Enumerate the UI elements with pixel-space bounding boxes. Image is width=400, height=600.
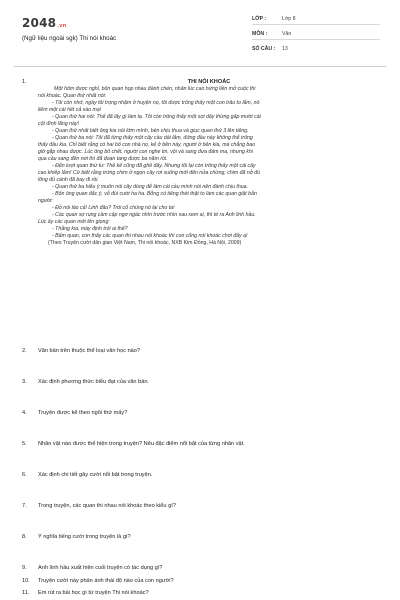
- story-line: - Quan thứ ba nói: Tôi đã từng thấy một cây cầu dài lắm, đứng đầu này không thể trông: [52, 135, 253, 141]
- meta-subject-key: MÔN :: [252, 31, 268, 37]
- question-text: Nhân vật nào được thể hiện trong truyện? Nêu đặc điểm nổi bật của từng nhân vật.: [38, 441, 245, 447]
- story-line: Một hôm được nghỉ, bốn quan họp nhau đánh chén, nhân lúc cao hứng liền mở cuộc thi: [54, 86, 256, 92]
- header-separator: [14, 66, 386, 67]
- logo-suffix: .vn: [57, 23, 67, 29]
- question-text: Văn bản trên thuộc thể loại văn học nào?: [38, 348, 141, 354]
- question-text: Ý nghĩa tiếng cười trong truyện là gì?: [38, 534, 131, 540]
- question-number: 10.: [22, 578, 30, 584]
- question-number: 5.: [22, 441, 27, 447]
- question-text: Anh lính hầu xuất hiện cuối truyện có tác dụng gì?: [38, 565, 163, 571]
- question-number: 8.: [22, 534, 27, 540]
- story-passage: [38, 79, 380, 247]
- question-number: 1.: [22, 79, 27, 85]
- story-line: nói khoác. Quan thứ nhất nói:: [38, 93, 107, 99]
- question-text: Truyện được kể theo ngôi thứ mấy?: [38, 410, 128, 416]
- question-number: 4.: [22, 410, 27, 416]
- question-text: Trong truyện, các quan thi nhau nói khoác theo kiểu gì?: [38, 503, 176, 509]
- meta-divider: [252, 24, 380, 25]
- question-number: 3.: [22, 379, 27, 385]
- story-line: liếm một cái hết cả sào mạ!: [38, 107, 102, 113]
- meta-subject-value: Văn: [282, 31, 292, 37]
- story-line: - Quan thứ nhất biết ông kia nói lớm mình, bèn chịu thua và giục quan thứ 3 lên tiếng.: [52, 128, 249, 134]
- question-number: 9.: [22, 565, 27, 571]
- question-number: 11.: [22, 590, 30, 596]
- story-line: người:: [38, 198, 53, 204]
- story-line: cao khiếp lắm! Cứ biết rằng trứng chim ở ngọn cây rơi xuống mới đến nửa chừng, chim đã nở đủ: [38, 170, 261, 176]
- story-line: lông đủ cánh đã bay đi rồi.: [38, 177, 99, 183]
- question-number: 6.: [22, 472, 27, 478]
- meta-divider: [252, 39, 380, 40]
- question-text: Xác định phương thức biểu đạt của văn bản.: [38, 379, 149, 385]
- story-line: - Quan thứ ba hiểu ý muốn nói cây dùng để làm cái cầu mình nói nên đành chịu thua.: [52, 184, 248, 190]
- question-text: Em rút ra bài học gì từ truyện Thi nói khoác?: [38, 590, 149, 596]
- story-line: - Đồ nói láo cả! Linh đâu? Trói cổ chúng nó lại cho ta!: [52, 205, 175, 211]
- story-line: - Bốn ông quan đắc ý, vỗ đùi cười ha ha. Bỗng có tiếng thét thật to làm các quan giật bắn: [52, 191, 257, 197]
- question-text: Truyện cười này phản ánh thái độ nào của con người?: [38, 578, 174, 584]
- story-line: - Tôi còn nhớ, ngày tôi trọng nhậm ở huyện nọ, tôi được trông thấy một con trâu to lắm, nó: [52, 100, 260, 106]
- story-source: (Theo Truyện cười dân gian Việt Nam, Thi nói khoác, NXB Kim Đồng, Hà Nội, 2009): [48, 240, 242, 246]
- document-title: (Ngữ liệu ngoài sgk) Thi nói khoác: [22, 35, 117, 42]
- story-line: - Quan thứ hai nói: Thế đã lấy gì làm lạ. Tôi còn trông thấy một sợi dây thừng gấp mười cái: [52, 114, 261, 120]
- story-line: thấy đầu kia. Chỉ biết rằng có hai bố con nhà nọ, kẻ ở bên này, người ở bên kia, mà chẳng bao: [38, 142, 256, 148]
- logo-main: 2048: [22, 16, 57, 30]
- meta-class-key: LỚP :: [252, 16, 267, 22]
- story-line: - Đến lượt quan thứ tư: Thế kể cũng đã ghê đấy. Nhưng tôi lại còn trông thấy một cái cây: [52, 163, 256, 169]
- meta-count-key: SỐ CÂU :: [252, 46, 276, 52]
- story-line: - Thằng kia, mày định trói ai thế?: [52, 226, 128, 232]
- meta-class-value: Lớp 8: [282, 16, 296, 22]
- story-line: - Các quan sợ rung cầm cập ngơ ngác nhìn trước nhìn sau xem ai, thì té ra Anh linh hầu.: [52, 212, 256, 218]
- story-line: Lúc ấy các quan mới lên giọng:: [38, 219, 110, 225]
- question-number: 7.: [22, 503, 27, 509]
- document-header: [0, 0, 400, 70]
- story-line: qua cầu sang đến nơi thì đã đoạn tang được ba năm rồi.: [38, 156, 168, 162]
- story-line: giờ gặp nhau được. Lúc ông bố chết, người con nghe tin, vội và sang đưa đám ma, nhưng khi: [38, 149, 253, 155]
- meta-count-value: 13: [282, 46, 288, 52]
- question-number: 2.: [22, 348, 27, 354]
- site-logo[interactable]: [22, 16, 67, 30]
- story-line: cột đình lăng này!: [38, 121, 79, 127]
- question-text: Xác định chi tiết gây cười nổi bật trong truyện.: [38, 472, 153, 478]
- story-line: - Bẩm quan, con thấy các quan thi nhau nói khoác thì con cũng nói khoác chơi đấy ạ!: [52, 233, 248, 239]
- story-title: THI NÓI KHOÁC: [187, 79, 231, 85]
